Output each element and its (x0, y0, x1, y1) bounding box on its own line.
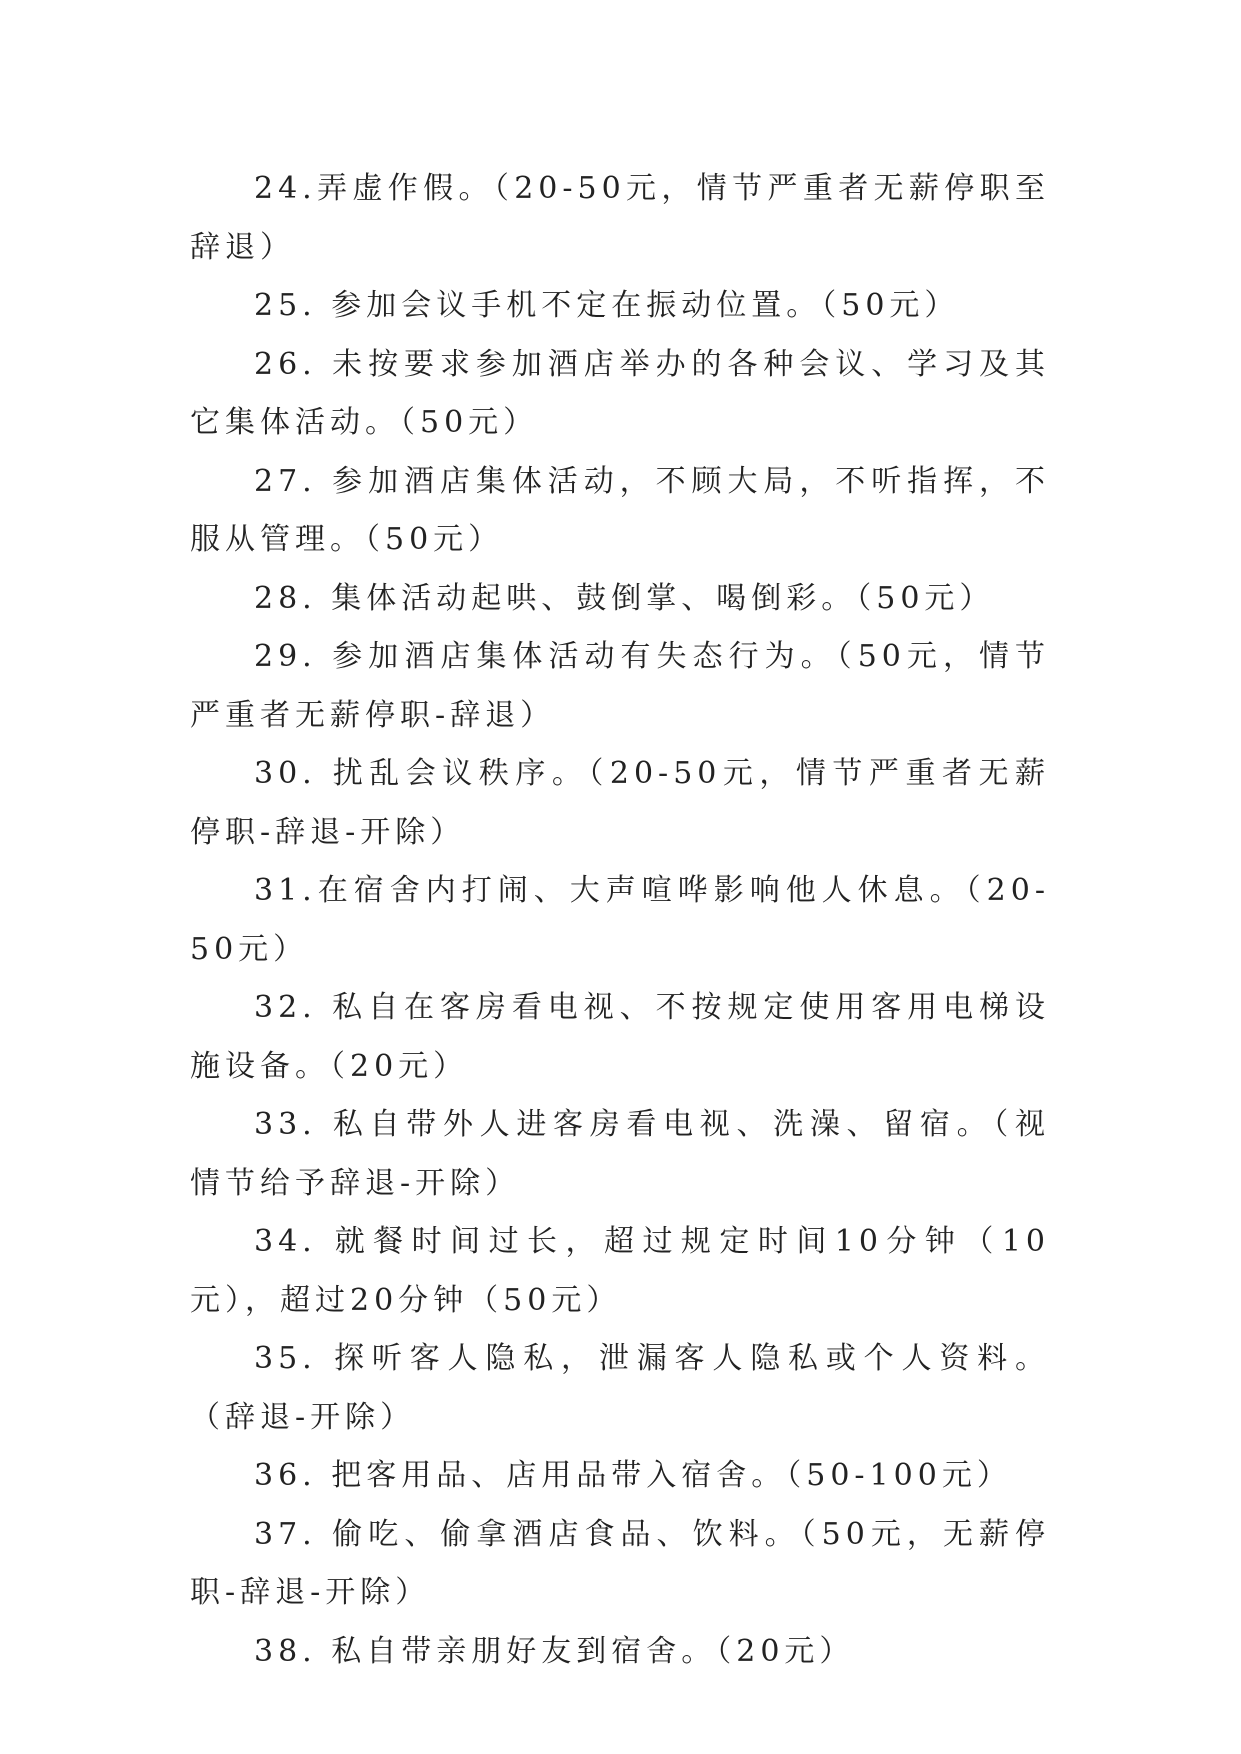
rule-item-30: 30. 扰乱会议秩序。（20-50元，情节严重者无薪停职-辞退-开除） (190, 756, 1050, 850)
rule-item-31: 31.在宿舍内打闹、大声喧哗影响他人休息。（20-50元） (190, 873, 1050, 967)
rule-item-32: 32. 私自在客房看电视、不按规定使用客用电梯设施设备。（20元） (190, 990, 1050, 1084)
rule-item-29: 29. 参加酒店集体活动有失态行为。（50元，情节严重者无薪停职-辞退） (190, 639, 1050, 733)
rule-item-36: 36. 把客用品、店用品带入宿舍。（50-100元） (254, 1458, 1012, 1493)
rule-item-35: 35. 探听客人隐私，泄漏客人隐私或个人资料。（辞退-开除） (190, 1341, 1050, 1435)
rule-item-24: 24.弄虚作假。（20-50元，情节严重者无薪停职至辞退） (190, 171, 1050, 265)
document-body (190, 160, 1050, 1681)
rule-item-38: 38. 私自带亲朋好友到宿舍。（20元） (254, 1633, 855, 1669)
rule-item-28: 28. 集体活动起哄、鼓倒掌、喝倒彩。（50元） (254, 580, 995, 616)
rule-item-26: 26. 未按要求参加酒店举办的各种会议、学习及其它集体活动。（50元） (190, 346, 1050, 440)
rule-item-25: 25. 参加会议手机不定在振动位置。（50元） (254, 288, 960, 323)
rule-item-34: 34. 就餐时间过长，超过规定时间10分钟（10元），超过20分钟（50元） (190, 1224, 1050, 1318)
rule-item-27: 27. 参加酒店集体活动，不顾大局，不听指挥，不服从管理。（50元） (190, 463, 1050, 557)
rule-item-37: 37. 偷吃、偷拿酒店食品、饮料。（50元，无薪停职-辞退-开除） (190, 1516, 1050, 1610)
rule-item-33: 33. 私自带外人进客房看电视、洗澡、留宿。（视情节给予辞退-开除） (190, 1107, 1050, 1201)
